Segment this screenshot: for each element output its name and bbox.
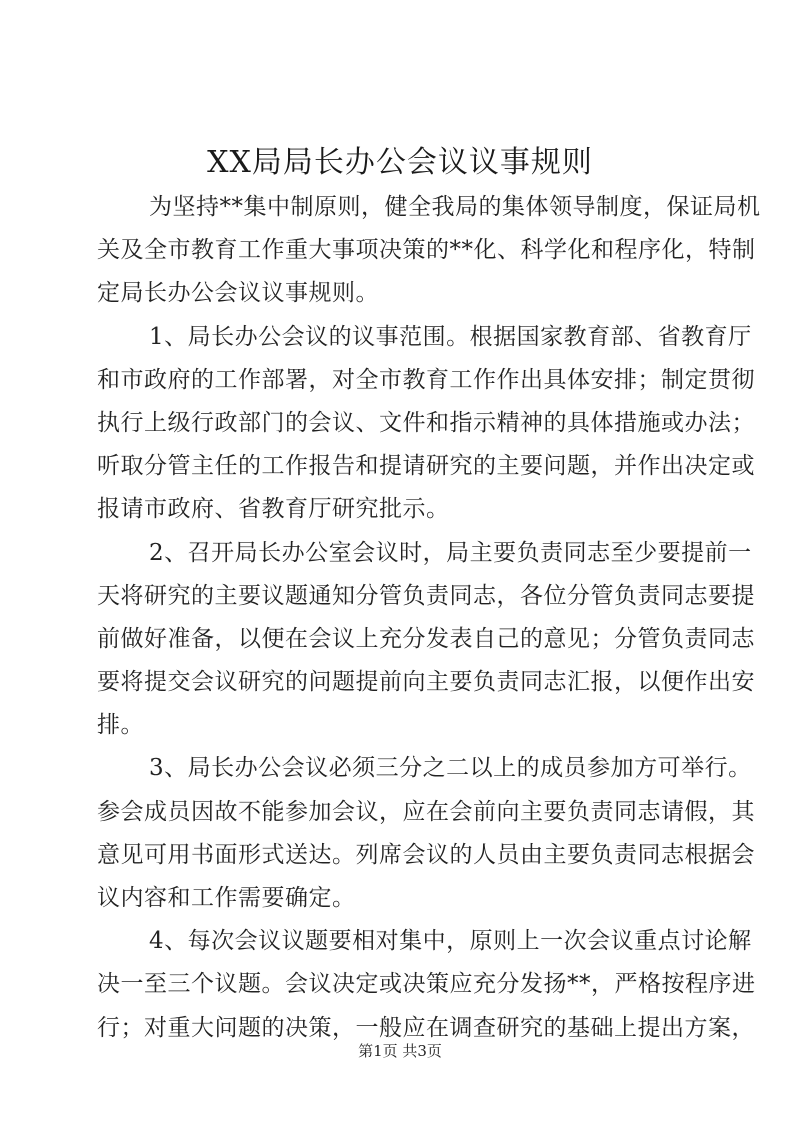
paragraph-line: 1、局长办公会议的议事范围。根据国家教育部、省教育厅: [149, 323, 752, 350]
paragraph-line: 为坚持**集中制原则，健全我局的集体领导制度，保证局机: [149, 194, 761, 220]
paragraph-line: 执行上级行政部门的会议、文件和指示精神的具体措施或办法；: [97, 409, 755, 436]
paragraph-line: 天将研究的主要议题通知分管负责同志，各位分管负责同志要提: [97, 582, 755, 609]
paragraph-line: 3、局长办公会议必须三分之二以上的成员参加方可举行。: [149, 755, 752, 782]
paragraph: [97, 532, 755, 748]
paragraph-line: 议内容和工作需要确定。: [97, 885, 356, 911]
paragraph-line: 意见可用书面形式送达。列席会议的人员由主要负责同志根据会: [97, 841, 755, 868]
paragraph-line: 要将提交会议研究的问题提前向主要负责同志汇报，以便作出安: [97, 669, 755, 696]
paragraph-line: 决一至三个议题。会议决定或决策应充分发扬**，严格按程序进: [97, 971, 756, 998]
paragraph-line: 排。: [97, 712, 144, 739]
paragraph: [97, 316, 755, 532]
page-footer: 第1页 共3页: [358, 1042, 442, 1060]
document-title: XX局局长办公会议议事规则: [207, 145, 593, 180]
paragraph: [97, 186, 761, 316]
paragraph-line: 和市政府的工作部署，对全市教育工作作出具体安排；制定贯彻: [97, 366, 755, 393]
paragraph-line: 4、每次会议议题要相对集中，原则上一次会议重点讨论解: [149, 928, 752, 955]
paragraph-line: 关及全市教育工作重大事项决策的**化、科学化和程序化，特制: [97, 237, 756, 264]
paragraph: [97, 747, 755, 920]
paragraph-line: 前做好准备，以便在会议上充分发表自己的意见；分管负责同志: [97, 625, 755, 652]
paragraph-line: 行；对重大问题的决策，一般应在调查研究的基础上提出方案，: [97, 1014, 755, 1041]
paragraph-line: 报请市政府、省教育厅研究批示。: [97, 496, 450, 523]
paragraph-line: 2、召开局长办公室会议时，局主要负责同志至少要提前一: [149, 539, 752, 566]
document-body: [97, 186, 761, 1050]
paragraph-line: 参会成员因故不能参加会议，应在会前向主要负责同志请假，其: [97, 798, 755, 825]
paragraph-line: 定局长办公会议议事规则。: [97, 280, 379, 307]
paragraph: [97, 920, 756, 1050]
paragraph-line: 听取分管主任的工作报告和提请研究的主要问题，并作出决定或: [97, 453, 755, 480]
